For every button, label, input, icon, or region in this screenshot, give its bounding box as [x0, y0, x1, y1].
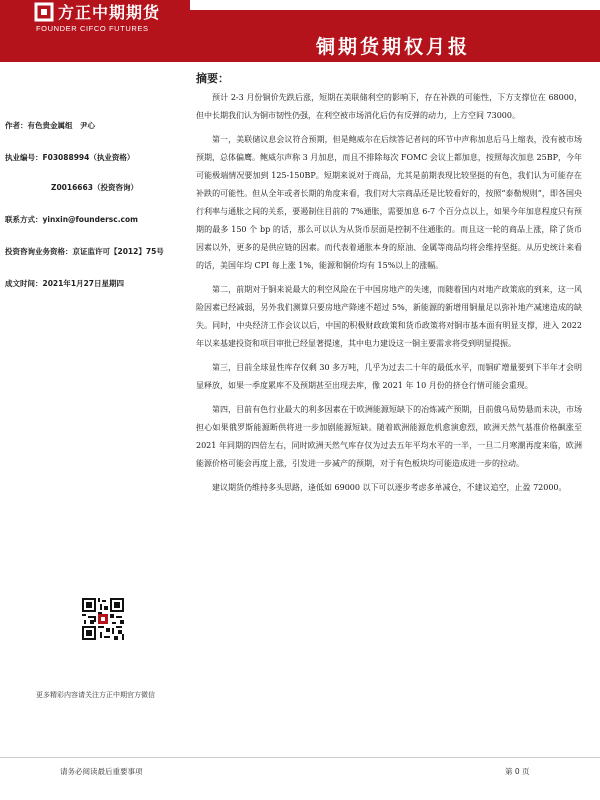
report-title: 铜期货期权月报 [315, 36, 470, 58]
page-number: 第 0 页 [505, 767, 530, 776]
summary-heading: 摘要： [196, 72, 229, 85]
contact-line: 联系方式：yinxin@foundersc.com [5, 215, 138, 224]
qr-caption: 更多精彩内容请关注方正中期官方微信 [36, 691, 155, 699]
qualification-line: 投资咨询业务资格：京证监许可【2012】75号 [5, 247, 164, 256]
paragraph-point-3: 第三，目前全球显性库存仅剩 30 多万吨，几乎为过去二十年的最低水平，而铜矿增量要到下半年才会明显释放，如果一季度累库不及预期甚至出现去库，像 2021 年 10 月份的挤仓行情可能会重现。 [196, 363, 582, 390]
license-number-line-2: Z0016663（投资咨询） [51, 183, 138, 192]
author-line: 作者：有色贵金属组 尹心 [5, 121, 95, 130]
company-logo [0, 0, 190, 40]
logo-english-name: FOUNDER CIFCO FUTURES [36, 24, 149, 33]
paragraph-point-1: 第一，美联储议息会议符合预期，但是鲍威尔在后续答记者问的环节中声称加息后马上缩表，没有被市场预期，总体偏鹰。鲍威尔声称 3 月加息，而且不排除每次 FOMC 会议上都加息，按照每次加息 25BP，今年可能极端情况要加到 125-150BP。短期来说对于商品，尤其是前期表现比较坚挺的有色，我们认为可能存在补跌的可能性。但从全年或者长期的角度来看，我们对大宗商品还是比较看好的，按照“泰勒规则”，即各国央行利率与通胀之间的关系，要遏制住目前的 7%通胀，需要加息 6-7 个百分点以上，如果今年加息程度只有预期的最多 150 个 bp 的话，那么可以认为从货币层面是控制不住通胀的。而且这一轮的商品上涨，除了货币因素以外，更多的是供应链的因素。而代表着通胀本身的原油、金属等商品均将会维持坚挺。从历史统计来看的话，美国年均 CPI 每上涨 1%，能源和铜价均有 15%以上的涨幅。 [196, 135, 582, 270]
logo-name: 方正中期期货 [58, 3, 161, 22]
paragraph-point-2: 第二，前期对于铜来说最大的利空风险在于中国房地产的失速，而随着国内对地产政策底的到来，这一风险因素已经减弱，另外我们测算只要房地产降速不超过 5%，新能源的新增用铜量足以弥补地产减速造成的缺失。同时，中央经济工作会议以后，中国的积极财政政策和货币政策将对铜市基本面有明显支撑，进入 2022 年以来基建投资和项目审批已经显著提速，其中电力建设这一铜主要需求将受到明显提振。 [196, 285, 582, 348]
date-line: 成文时间：2021年1月27日星期四 [5, 279, 125, 288]
page-header [0, 0, 600, 62]
paragraph-point-4: 第四，目前有色行业最大的利多因素在于欧洲能源短缺下的冶炼减产预期，目前俄乌局势悬而未决，市场担心如果俄罗斯能源断供将进一步加剧能源短缺。随着欧洲能源危机愈演愈烈，欧洲天然气基准价格飙涨至 2021 年同期的四倍左右，同时欧洲天然气库存仅为过去五年平均水平的一半，一旦二月寒潮再度来临，欧洲能源价格可能会再度上涨，引发进一步减产的预期，对于有色板块均可能造成进一步的拉动。 [196, 405, 582, 468]
paragraph-recommendation: 建议期货仍维持多头思路，逢低如 69000 以下可以逐步考虑多单减仓，不建议追空，止盈 72000。 [212, 483, 567, 492]
paragraph-outlook: 预计 2-3 月份铜价先跌后涨，短期在美联储利空的影响下，存在补跌的可能性，下方支撑位在 68000，但中长期我们认为铜市韧性仍强，在利空被市场消化后仍有反弹的动力，上方空间 73000。 [196, 93, 582, 120]
report-body [196, 70, 582, 503]
license-number-line: 执业编号：F03088994（执业资格） [5, 153, 135, 162]
wechat-qr-code [82, 598, 124, 640]
footer-disclaimer: 请务必阅读最后重要事项 [60, 767, 143, 776]
logo-icon [34, 2, 54, 22]
footer-divider [0, 757, 600, 758]
